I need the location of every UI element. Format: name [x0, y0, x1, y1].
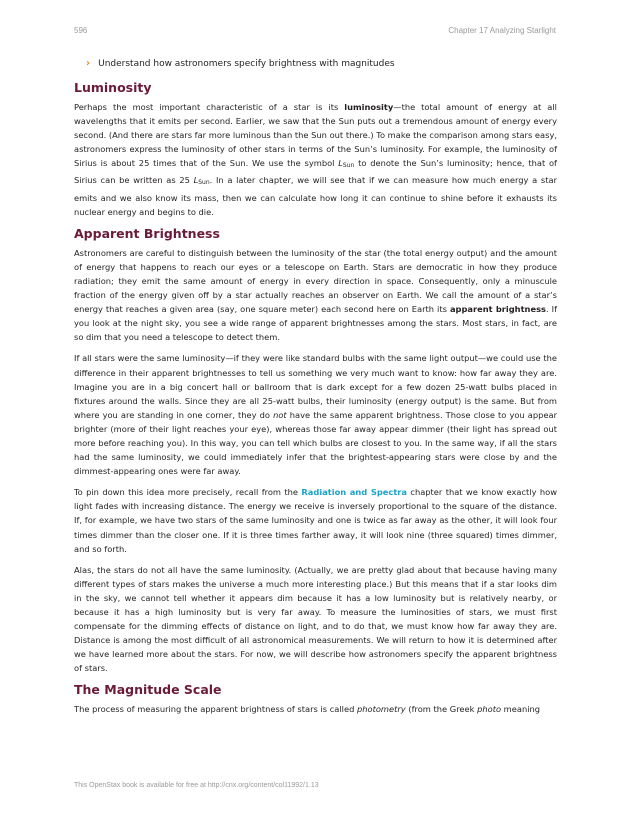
paragraph-magnitude-1: The process of measuring the apparent brightness of stars is called photometry (from the Greek photo meaning: [74, 704, 541, 715]
chapter-header: Chapter 17 Analyzing Starlight: [448, 26, 556, 35]
page-content: [74, 58, 557, 724]
learning-objective: [86, 58, 557, 69]
page-number: 596: [74, 26, 88, 35]
paragraph-apparent-1: Astronomers are careful to distinguish between the luminosity of the star (the total energy output) and the amount of energy that happens to reach our eyes or a telescope on Earth. Stars are democratic in how they produce radiation; they emit the same amount of energy in every direction in space. Consequently, only a minuscule fraction of the energy given off by a star actually reaches an observer on Earth. We call the amount of a star’s energy that reaches a given area (say, one square meter) each second here on Earth its apparent brightness. If you look at the night sky, you see a wide range of apparent brightnesses among the stars. Most stars, in fact, are so dim that you need a telescope to detect them.: [74, 247, 557, 343]
section-title-apparent-brightness: Apparent Brightness: [74, 225, 220, 241]
paragraph-apparent-4: Alas, the stars do not all have the same luminosity. (Actually, we are pretty glad about that because having many different types of stars makes the universe a much more interesting place.) But this means that if a star looks dim in the sky, we cannot tell whether it appears dim because it has a low luminosity but is relatively nearby, or because it has a high luminosity but is very far away. To measure the luminosities of stars, we must first compensate for the dimming effects of distance on light, and to do that, we must know how far away they are. Distance is among the most difficult of all astronomical measurements. We will return to how it is determined after we have learned more about the stars. For now, we will describe how astronomers specify the apparent brightness of stars.: [74, 564, 557, 674]
chevron-right-icon: ›: [86, 58, 91, 69]
paragraph-luminosity: Perhaps the most important characteristic of a star is its luminosity—the total amount of energy at all wavelengths that it emits per second. Earlier, we saw that the Sun puts out a tremendous amount of energy every second. (And there are stars far more luminous than the Sun out there.) To make the comparison among stars easy, astronomers express the luminosity of other stars in terms of the Sun’s luminosity. For example, the luminosity of Sirius is about 25 times that of the Sun. We use the symbol $L_{Sun}$ to denote the Sun’s luminosity; hence, that of Sirius can be written as 25 $L_{Sun}$. In a later chapter, we will see that if we can measure how much energy a star emits and we also know its mass, then we can calculate how long it can continue to shine before it exhausts its nuclear energy and begins to die.: [74, 102, 557, 217]
section-title-luminosity: Luminosity: [74, 80, 152, 95]
objective-text: Understand how astronomers specify brightness with magnitudes: [98, 58, 395, 69]
paragraph-apparent-2: If all stars were the same luminosity—if they were like standard bulbs with the same light output—we could use the difference in their apparent brightnesses to tell us something we very much want to know: how far away they are. Imagine you are in a big concert hall or ballroom that is dark except for a few dozen 25-watt bulbs placed in fixtures around the walls. Since they are all 25-watt bulbs, their luminosity (energy output) is the same. But from where you are standing in one corner, they do not have the same apparent brightness. Those close to you appear brighter (more of their light reaches your eye), whereas those far away appear dimmer (their light has spread out more before reaching you). In this way, you can tell which bulbs are closest to you. In the same way, if all the stars had the same luminosity, we could immediately infer that the brightest-appearing stars were close by and the dimmest-appearing ones were far away.: [74, 353, 557, 477]
paragraph-apparent-3: To pin down this idea more precisely, recall from the Radiation and Spectra chapter that we know exactly how light fades with increasing distance. The energy we receive is inversely proportional to the square of the distance. If, for example, we have two stars of the same luminosity and one is twice as far away as the other, it will look four times dimmer than the closer one. If it is three times farther away, it will look nine (three squared) times dimmer, and so forth.: [74, 487, 557, 554]
radiation-and-spectra-link[interactable]: Radiation and Spectra: [301, 487, 407, 498]
term-luminosity: luminosity: [344, 102, 394, 112]
term-apparent-brightness: apparent brightness: [449, 304, 546, 315]
section-title-magnitude-scale: The Magnitude Scale: [74, 682, 222, 698]
footer-license: This OpenStax book is available for free at http://cnx.org/content/col11992/1.13: [74, 782, 319, 789]
